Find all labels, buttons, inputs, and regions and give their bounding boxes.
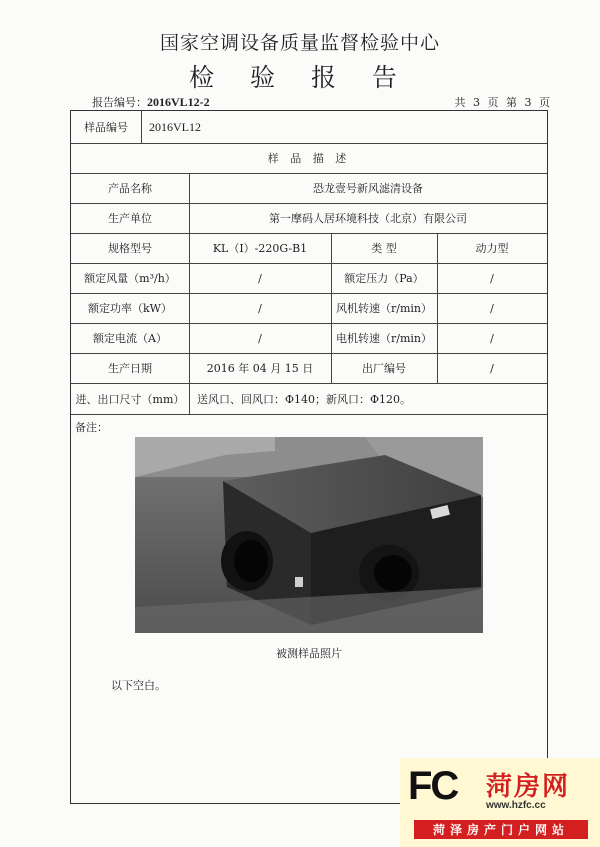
sample-photo <box>135 437 483 633</box>
power-value: / <box>258 301 262 315</box>
motor-speed-label: 电机转速（r/min） <box>336 332 432 345</box>
pressure-label: 额定压力（Pa） <box>344 272 424 285</box>
production-date-label: 生产日期 <box>108 362 152 375</box>
serial-value: / <box>490 361 494 375</box>
report-number-label: 报告编号： <box>92 96 147 109</box>
remarks-label: 备注： <box>75 421 108 434</box>
watermark-site-name: 菏房网 <box>486 772 571 802</box>
fan-speed-label: 风机转速（r/min） <box>336 302 432 315</box>
page-count: 共 3 页 第 3 页 <box>454 96 550 109</box>
sample-no-label: 样品编号 <box>84 121 128 134</box>
product-name-label: 产品名称 <box>108 182 152 195</box>
report-number <box>92 94 210 110</box>
site-watermark <box>400 758 600 847</box>
airflow-label: 额定风量（m³/h） <box>84 272 176 285</box>
maker-label: 生产单位 <box>108 212 152 225</box>
report-number-value: 2016VL12-2 <box>147 95 210 109</box>
power-label: 额定功率（kW） <box>88 302 172 315</box>
sample-no-value: 2016VL12 <box>149 119 201 134</box>
current-label: 额定电流（A） <box>93 332 167 345</box>
sample-description-table <box>70 110 548 804</box>
report-title: 检 验 报 告 <box>189 63 411 92</box>
watermark-logo-letters: FC <box>408 764 458 808</box>
type-label: 类 型 <box>371 242 397 255</box>
model-value: KL（I）-220G-B1 <box>212 242 308 255</box>
serial-label: 出厂编号 <box>362 362 406 375</box>
model-label: 规格型号 <box>108 242 152 255</box>
report-organization: 国家空调设备质量监督检验中心 <box>159 32 440 54</box>
section-title: 样 品 描 述 <box>267 152 351 165</box>
maker-value: 第一摩码人居环境科技（北京）有限公司 <box>269 212 467 225</box>
airflow-value: / <box>258 271 262 285</box>
product-name-value: 恐龙壹号新风滤清设备 <box>313 182 423 195</box>
ventilation-unit-image <box>135 437 483 633</box>
blank-note: 以下空白。 <box>111 679 166 692</box>
photo-caption: 被测样品照片 <box>276 647 342 660</box>
duct-size-label: 进、出口尺寸（mm） <box>75 392 185 406</box>
production-date-value: 2016 年 04 月 15 日 <box>206 362 314 375</box>
current-value: / <box>258 331 262 345</box>
watermark-url: www.hzfc.cc <box>486 800 546 811</box>
watermark-tagline: 菏泽房产门户网站 <box>414 820 588 839</box>
type-value: 动力型 <box>475 242 509 255</box>
fan-speed-value: / <box>490 301 494 315</box>
motor-speed-value: / <box>490 331 494 345</box>
duct-size-value: 送风口、回风口：Φ140；新风口：Φ120。 <box>197 392 412 406</box>
pressure-value: / <box>490 271 494 285</box>
